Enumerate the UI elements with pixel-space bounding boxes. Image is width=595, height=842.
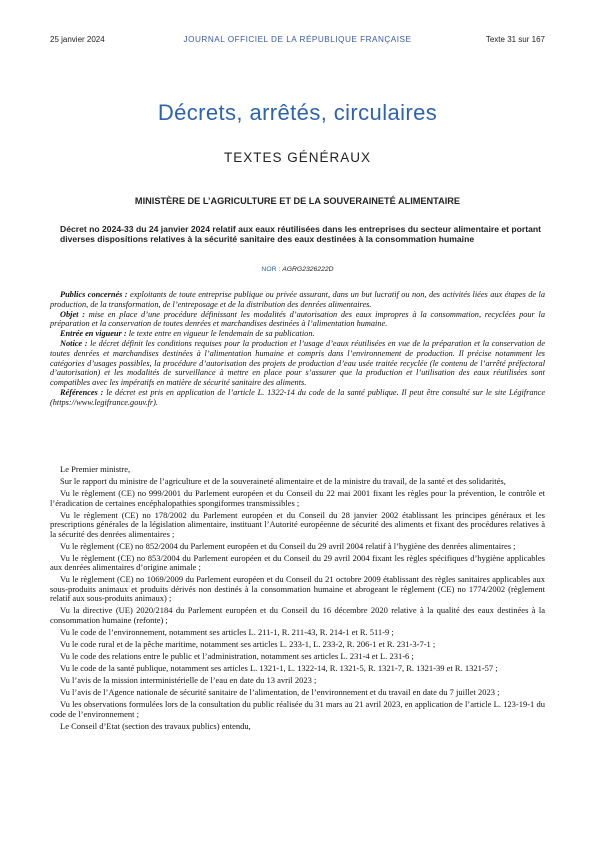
nor-reference (0, 266, 595, 273)
body-paragraph: Sur le rapport du ministre de l’agriculture et de la souveraineté alimentaire et de la ministre du travail, de la santé et des solidarités, (60, 475, 506, 486)
publication-date: 25 janvier 2024 (50, 35, 105, 44)
notice-paragraph (50, 290, 545, 309)
page-title: Décrets, arrêtés, circulaires (157, 100, 438, 125)
body-paragraph: Vu le code de l’environnement, notamment ses articles L. 211-1, R. 211-43, R. 214-1 et R. 511-9 ; (60, 627, 394, 638)
decree-body (50, 465, 545, 734)
notice-paragraph (50, 339, 545, 387)
notice-label: Objet : (60, 309, 85, 319)
body-paragraph: Vu le code de la santé publique, notamment ses articles L. 1321-1, L. 1322-14, R. 1321-5, R. 1321-7, R. 1321-39 et R. 1321-57 ; (60, 662, 498, 673)
notice-text: exploitants de toute entreprise publique ou privée assurant, dans un but lucratif ou non, des activités liées aux étapes de la production, de la transformation, de l’entreposage et de la distribution des denrées alimentaires. (50, 290, 545, 309)
body-paragraph: Vu la directive (UE) 2020/2184 du Parlement européen et du Conseil du 16 décembre 2020 relative à la qualité des eaux destinées à la consommation humaine (refonte) ; (50, 605, 545, 626)
body-paragraph: Le Conseil d’Etat (section des travaux publics) entendu, (60, 720, 251, 731)
body-paragraph: Vu le code des relations entre le public et l’administration, notamment ses articles L. 231-4 et L. 231-6 ; (60, 651, 414, 661)
notice-label: Références : (60, 387, 104, 397)
body-paragraph: Vu le code rural et de la pêche maritime, notamment ses articles L. 233-1, L. 233-2, R. 206-1 et R. 231-3-7-1 ; (60, 639, 436, 650)
notice-text: le texte entre en vigueur le lendemain de sa publication. (128, 329, 315, 339)
notice-paragraph (50, 329, 545, 339)
body-paragraph: Vu le règlement (CE) no 178/2002 du Parlement européen et du Conseil du 28 janvier 2002 établissant les principes généraux et les prescriptions générales de la législation alimentaire, instituant l’Autorité européenne de sécurité des aliments et fixant des procédures relatives à la sécurité des denrées alimentaires ; (50, 509, 545, 539)
body-paragraph: Vu l’avis de l’Agence nationale de sécurité sanitaire de l’alimentation, de l’environnement et du travail en date du 7 juillet 2023 ; (60, 686, 500, 697)
body-paragraph: Vu les observations formulées lors de la consultation du public réalisée du 31 mars au 21 avril 2023, en application de l’article L. 123-19-1 du code de l’environnement ; (50, 698, 545, 719)
notice-label: Publics concernés : (60, 290, 128, 299)
body-paragraph: Vu le règlement (CE) no 852/2004 du Parlement européen et du Conseil du 29 avril 2004 relatif à l’hygiène des denrées alimentaires ; (60, 540, 516, 551)
nor-label: NOR : (261, 266, 281, 273)
notice-label: Notice : (60, 339, 88, 349)
notice-paragraph (50, 310, 545, 329)
body-paragraph: Vu le règlement (CE) no 1069/2009 du Parlement européen et du Conseil du 21 octobre 2009 établissant des règles sanitaires applicables aux sous-produits animaux et produits dérivés non destinés à la consommation humaine et abrogeant le règlement (CE) no 1774/2002 (règlement relatif aux sous-produits animaux) ; (50, 574, 545, 604)
body-paragraph: Vu l’avis de la mission interministérielle de l’eau en date du 13 avril 2023 ; (60, 674, 317, 685)
notice-paragraph (50, 388, 545, 407)
body-paragraph: Le Premier ministre, (60, 464, 131, 474)
notice-text: le décret est pris en application de l’article L. 1322-14 du code de la santé publique. Il peut être consulté sur le site Légifrance (https://www.legifrance.gouv.fr). (50, 387, 546, 407)
notice-text: le décret définit les conditions requises pour la production et l’usage d’eaux réutilisées en vue de la préparation et la conservation de toutes denrées et marchandises destinées à l’alimentation humaine et compris dans l’environnement de production. Il précise notamment les catégories d’usages possibles, la procédure d’autorisation des projets de production d’eau usée traitée recyclée (le contenu de l’arrêté préfectoral d’autorisation) et les modalités de surveillance à mettre en place pour s’assurer que la production et l’utilisation des eaux réutilisées sont compatibles avec les impératifs en matière de sécurité sanitaire des aliments. (50, 339, 545, 387)
journal-name: JOURNAL OFFICIEL DE LA RÉPUBLIQUE FRANÇAISE (183, 35, 412, 44)
notice-block (50, 290, 545, 408)
body-paragraph: Vu le règlement (CE) no 853/2004 du Parlement européen et du Conseil du 29 avril 2004 fixant les règles spécifiques d’hygiène applicables aux denrées alimentaires d’origine animale ; (50, 552, 545, 573)
section-title: TEXTES GÉNÉRAUX (223, 150, 372, 165)
notice-text: mise en place d’une procédure définissant les modalités d’autorisation des eaux impropres à la consommation, recyclées pour la préparation et la conservation de toutes denrées et marchandises destinées à l’alimentation humaine. (50, 309, 545, 329)
decree-title: Décret no 2024-33 du 24 janvier 2024 relatif aux eaux réutilisées dans les entreprises du secteur alimentaire et portant diverses dispositions relatives à la sécurité sanitaire des eaux destinées à la consommation humaine (60, 224, 541, 245)
notice-label: Entrée en vigueur : (60, 329, 127, 339)
nor-code: AGRG2326222D (282, 266, 334, 273)
text-number: Texte 31 sur 167 (485, 35, 545, 44)
body-paragraph: Vu le règlement (CE) no 999/2001 du Parlement européen et du Conseil du 22 mai 2001 fixant les règles pour la prévention, le contrôle et l’éradication de certaines encéphalopathies spongiformes transmissibles ; (50, 487, 545, 508)
ministry-heading: MINISTÈRE DE L’AGRICULTURE ET DE LA SOUVERAINETÉ ALIMENTAIRE (134, 196, 461, 206)
